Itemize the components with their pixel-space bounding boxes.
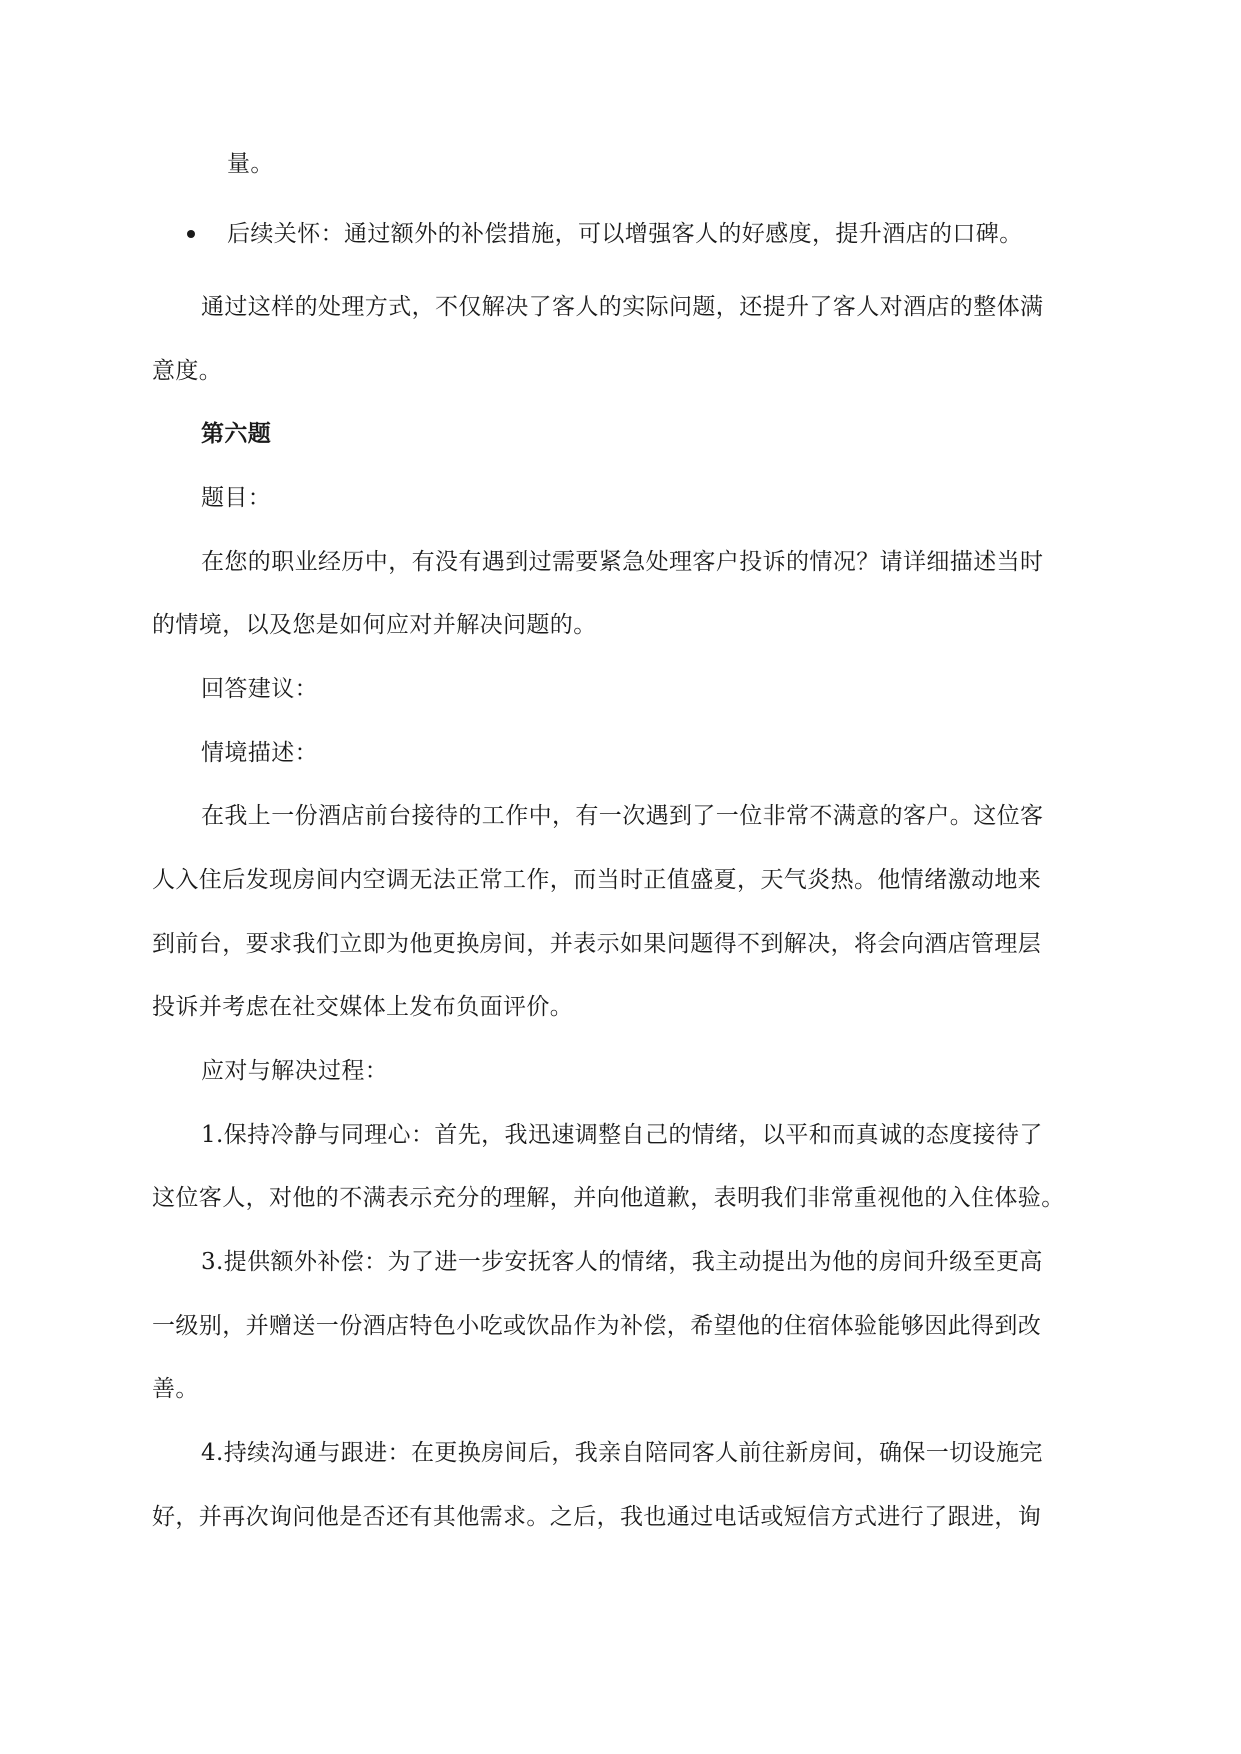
scenario-line-1: 在我上一份酒店前台接待的工作中，有一次遇到了一位非常不满意的客户。这位客 <box>201 803 1044 829</box>
section-heading: 第六题 <box>201 420 272 447</box>
paragraph-summary-line-2: 意度。 <box>152 358 223 384</box>
question-label: 题目： <box>201 485 272 511</box>
step-4-line-2: 好，并再次询问他是否还有其他需求。之后，我也通过电话或短信方式进行了跟进，询 <box>152 1504 1042 1530</box>
process-label: 应对与解决过程： <box>201 1058 389 1084</box>
step-1-line-2: 这位客人，对他的不满表示充分的理解，并向他道歉，表明我们非常重视他的入住体验。 <box>152 1185 1065 1211</box>
answer-label: 回答建议： <box>201 676 318 702</box>
question-line-1: 在您的职业经历中，有没有遇到过需要紧急处理客户投诉的情况？请详细描述当时 <box>201 549 1044 575</box>
question-line-2: 的情境，以及您是如何应对并解决问题的。 <box>152 612 597 638</box>
paragraph-summary-line-1: 通过这样的处理方式，不仅解决了客人的实际问题，还提升了客人对酒店的整体满 <box>201 294 1044 320</box>
bullet-followup-text: 后续关怀：通过额外的补偿措施，可以增强客人的好感度，提升酒店的口碑。 <box>227 221 1023 247</box>
scenario-line-3: 到前台，要求我们立即为他更换房间，并表示如果问题得不到解决，将会向酒店管理层 <box>152 931 1042 957</box>
step-3-line-1: 3.提供额外补偿：为了进一步安抚客人的情绪，我主动提出为他的房间升级至更高 <box>201 1249 1043 1275</box>
bullet-dot <box>187 230 195 238</box>
bullet-continuation: 量。 <box>227 151 274 177</box>
scenario-line-2: 人入住后发现房间内空调无法正常工作，而当时正值盛夏，天气炎热。他情绪激动地来 <box>152 867 1042 893</box>
step-4-line-1: 4.持续沟通与跟进：在更换房间后，我亲自陪同客人前往新房间，确保一切设施完 <box>201 1440 1043 1466</box>
scenario-label: 情境描述： <box>201 740 318 766</box>
scenario-line-4: 投诉并考虑在社交媒体上发布负面评价。 <box>152 994 574 1020</box>
step-3-line-3: 善。 <box>152 1376 199 1402</box>
step-1-line-1: 1.保持冷静与同理心：首先，我迅速调整自己的情绪，以平和而真诚的态度接待了 <box>201 1122 1043 1148</box>
step-3-line-2: 一级别，并赠送一份酒店特色小吃或饮品作为补偿，希望他的住宿体验能够因此得到改 <box>152 1313 1042 1339</box>
